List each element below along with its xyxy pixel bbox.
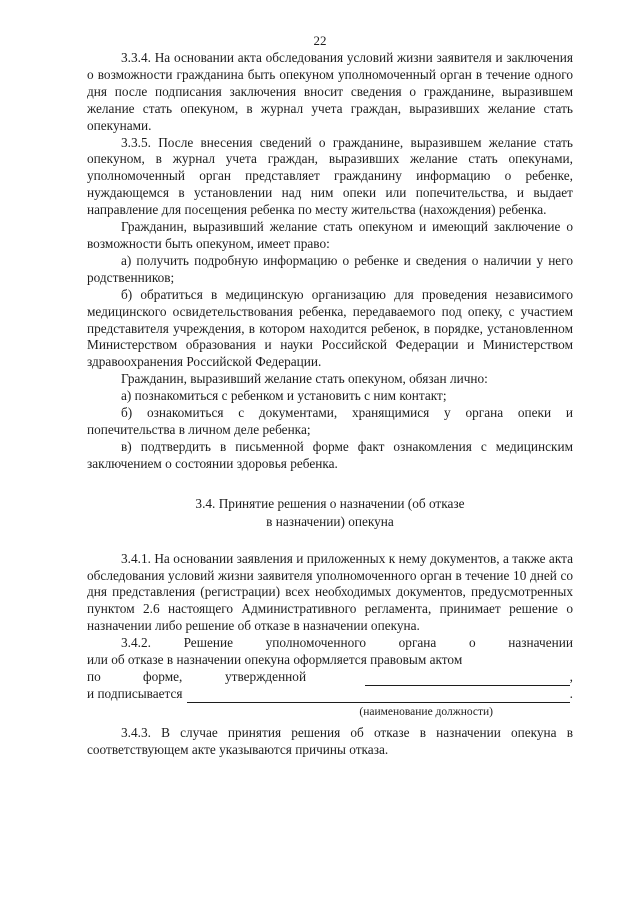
paragraph-3-3-4: 3.3.4. На основании акта обследования условий жизни заявителя и заключения о возможности гражданина быть опекуном уполномоченный орган в течение одного дня после подписания заключения вносит сведения о гражданине, выразившем желание стать опекуном, в журнал учета граждан, выразивших желание стать опекунами. xyxy=(87,50,573,133)
word: по xyxy=(87,669,101,684)
word: органа xyxy=(398,635,437,651)
section-heading-3-4 xyxy=(87,495,573,531)
paragraph-3-4-2-line-3 xyxy=(87,669,573,686)
paragraph-3-4-2-line-4 xyxy=(87,686,573,703)
list-item-duty-b: б) ознакомиться с документами, хранящимися у органа опеки и попечительства в личном деле ребенка; xyxy=(87,405,573,437)
list-item-right-a: а) получить подробную информацию о ребенке и сведения о наличии у него родственников; xyxy=(87,252,573,285)
paragraph-3-4-3: 3.4.3. В случае принятия решения об отказе в назначении опекуна в соответствующем акте указываются причины отказа. xyxy=(87,724,573,757)
word: утвержденной xyxy=(225,669,307,684)
section-heading-line-1: 3.4. Принятие решения о назначении (об отказе xyxy=(195,495,465,511)
page-number: 22 xyxy=(313,33,327,48)
blank-line-approving-authority xyxy=(365,673,570,686)
line-end-comma: , xyxy=(569,669,573,684)
word: назначении xyxy=(508,635,573,651)
signed-by-label: и подписывается xyxy=(87,685,183,701)
paragraph-3-4-1: 3.4.1. На основании заявления и приложенных к нему документов, а также акта обследования условий жизни заявителя уполномоченного орган в течение 10 дней со дня представления (регистрации) всех необходимых документов, предусмотренных пунктом 2.6 настоящего Административного регламента, принимает решение о назначении либо решение об отказе в назначении опекуна. xyxy=(87,550,573,634)
section-heading-line-2: в назначении) опекуна xyxy=(266,513,394,529)
word: 3.4.2. xyxy=(121,635,151,651)
paragraph-3-4-2 xyxy=(87,635,573,721)
list-item-duty-a: а) познакомиться с ребенком и установить с ним контакт; xyxy=(121,388,447,404)
blank-line-position xyxy=(187,690,570,703)
word: о xyxy=(468,635,476,651)
paragraph-duties-intro: Гражданин, выразивший желание стать опекуном, обязан лично: xyxy=(121,371,488,387)
list-item-right-b: б) обратиться в медицинскую организацию для проведения независимого медицинского освидетельствования ребенка, передаваемого под опеку, с участием представителя учреждения, в котором находится ребенок, в порядке, установленном Министерством образования и науки Российской Федерации и Министерством здравоохранения Российской Федерации. xyxy=(87,286,573,370)
word: уполномоченного xyxy=(265,635,366,651)
line-end-period: . xyxy=(569,685,573,701)
list-item-duty-c: в) подтвердить в письменной форме факт ознакомления с медицинским заключением о состоянии здоровья ребенка. xyxy=(87,438,573,471)
paragraph-3-4-2-line-2: или об отказе в назначении опекуна оформляется правовым актом xyxy=(87,652,463,668)
position-caption: (наименование должности) xyxy=(359,705,493,718)
paragraph-3-4-2-line-1 xyxy=(87,635,573,652)
paragraph-rights-intro: Гражданин, выразивший желание стать опекуном и имеющий заключение о возможности быть опекуном, имеет право: xyxy=(87,219,573,251)
word: Решение xyxy=(183,635,233,651)
word: форме, xyxy=(143,669,183,684)
paragraph-3-3-5: 3.3.5. После внесения сведений о гражданине, выразившем желание стать опекуном, в журнал учета граждан, выразивших желание стать опекунами, уполномоченный орган представляет гражданину информацию о ребенке, нуждающемся в установлении над ним опеки или попечительства, и выдает направление для посещения ребенка по месту жительства (нахождения) ребенка. xyxy=(87,134,573,218)
document-body xyxy=(87,50,573,759)
